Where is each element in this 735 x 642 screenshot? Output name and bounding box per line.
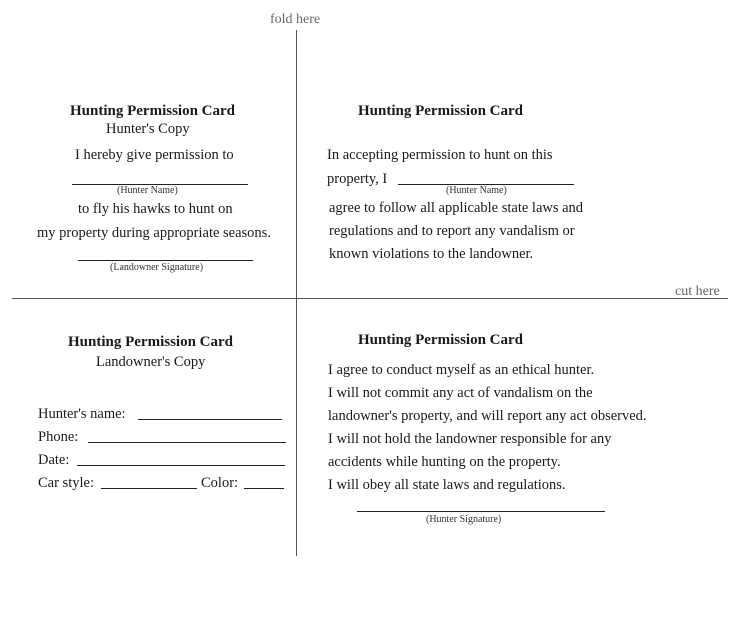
permission-text: I hereby give permission to (75, 147, 234, 163)
card-title: Hunting Permission Card (358, 332, 524, 348)
pledge-line: I will not commit any act of vandalism on the (328, 385, 593, 401)
hunter-signature-caption: (Hunter Signature) (426, 514, 502, 525)
landowner-signature-caption: (Landowner Signature) (110, 262, 204, 273)
landowner-signature-line (78, 260, 253, 261)
phone-field-line (88, 442, 286, 443)
permission-text-2: to fly his hawks to hunt on (78, 201, 233, 217)
card-title: Hunting Permission Card (68, 334, 234, 350)
hunter-name-caption: (Hunter Name) (446, 185, 507, 196)
card-title: Hunting Permission Card (70, 103, 236, 119)
agreement-text-1: In accepting permission to hunt on this (327, 147, 553, 163)
permission-text-3: my property during appropriate seasons. (37, 225, 271, 241)
agreement-text-4: regulations and to report any vandalism or (329, 223, 575, 239)
cut-line (12, 298, 728, 299)
pledge-line: I agree to conduct myself as an ethical hunter. (328, 362, 595, 378)
hunter-name-field-line (138, 419, 282, 420)
pledge-line: I will obey all state laws and regulations. (328, 477, 566, 493)
date-field-line (77, 465, 285, 466)
date-label: Date: (38, 452, 70, 468)
color-label: Color: (201, 475, 239, 491)
agreement-text-5: known violations to the landowner. (329, 246, 534, 262)
car-style-label: Car style: (38, 475, 94, 491)
pledge-line: landowner's property, and will report any act observed. (328, 408, 647, 424)
phone-label: Phone: (38, 429, 79, 445)
agreement-text-2: property, I (327, 171, 388, 187)
fold-here-label: fold here (270, 12, 321, 27)
card-title: Hunting Permission Card (358, 103, 524, 119)
hunter-name-caption: (Hunter Name) (117, 185, 178, 196)
hunter-signature-line (357, 511, 605, 512)
car-style-field-line (101, 488, 197, 489)
pledge-line: accidents while hunting on the property. (328, 454, 561, 470)
hunter-name-label: Hunter's name: (38, 406, 126, 422)
card-subtitle: Landowner's Copy (96, 354, 206, 370)
card-subtitle: Hunter's Copy (106, 121, 190, 137)
agreement-text-3: agree to follow all applicable state laws and (329, 200, 584, 216)
fold-line (296, 30, 297, 556)
cut-here-label: cut here (675, 284, 720, 299)
pledge-line: I will not hold the landowner responsible for any (328, 431, 612, 447)
color-field-line (244, 488, 284, 489)
